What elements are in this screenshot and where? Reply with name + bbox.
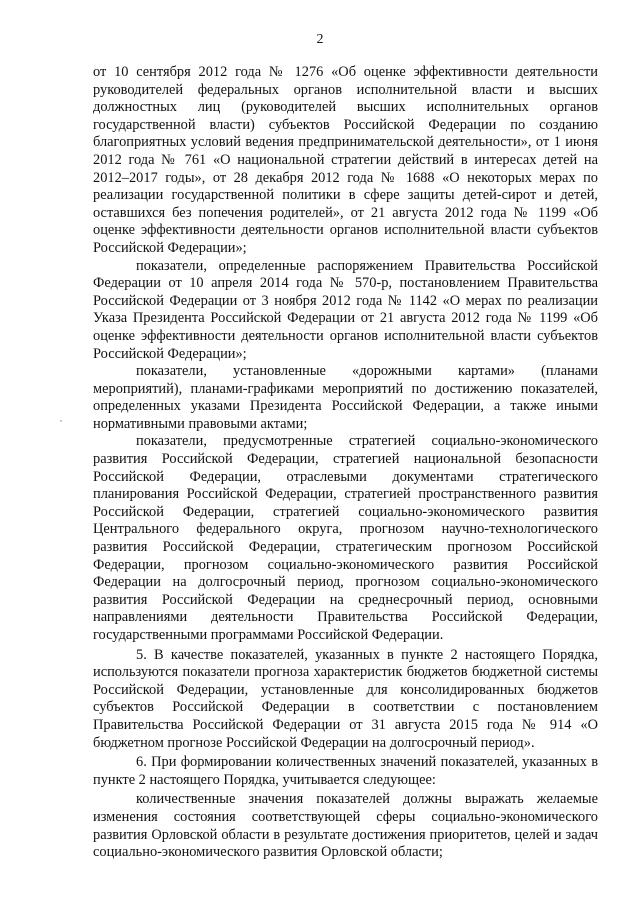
paragraph-quantitative-values: количественные значения показателей должны выражать желаемые изменения состояния соответствующей сферы социально-экономического развития Орловской области в результате достижения приоритетов, целей и задач социально-экономического развития Орловской области; (93, 791, 598, 861)
paragraph-indicators-government-decree: показатели, определенные распоряжением Правительства Российской Федерации от 10 апреля 2014 года № 570-р, постановлением Правительства Российской Федерации от 3 ноября 2012 года № 1142 «О мерах по реализации Указа Президента Российской Федерации от 21 августа 2012 года № 1199 «Об оценке эффективности деятельности органов исполнительной власти субъектов Российской Федерации»; (93, 257, 598, 362)
page-number: 2 (316, 32, 324, 47)
paragraph-item-5: 5. В качестве показателей, указанных в пункте 2 настоящего Порядка, используются показатели прогноза характеристик бюджетов бюджетной системы Российской Федерации, установленные для консолидированных бюджетов субъектов Российской Федерации в соответствии с постановлением Правительства Российской Федерации от 31 августа 2015 года № 914 «О бюджетном прогнозе Российской Федерации на долгосрочный период». (93, 646, 598, 751)
scan-artifact-dot (60, 420, 62, 422)
paragraph-indicators-roadmaps: показатели, установленные «дорожными картами» (планами мероприятий), планами-графиками мероприятий по достижению показателей, определенных указами Президента Российской Федерации, а также иными нормативными правовыми актами; (93, 363, 598, 432)
paragraph-item-6: 6. При формировании количественных значений показателей, указанных в пункте 2 настоящего Порядка, учитывается следующее: (93, 754, 598, 788)
paragraph-continuation: от 10 сентября 2012 года № 1276 «Об оценке эффективности деятельности руководителей федеральных органов исполнительной власти и высших должностных лиц (руководителей высших исполнительных органов государственной власти) субъектов Российской Федерации по созданию благоприятных условий ведения предпринимательской деятельности», от 1 июня 2012 года № 761 «О национальной стратегии действий в интересах детей на 2012–2017 годы», от 28 декабря 2012 года № 1688 «О некоторых мерах по реализации государственной политики в сфере защиты детей-сирот и детей, оставшихся без попечения родителей», от 21 августа 2012 года № 1199 «Об оценке эффективности деятельности органов исполнительной власти субъектов Российской Федерации»; (93, 64, 598, 256)
document-body (93, 64, 598, 862)
paragraph-indicators-strategy: показатели, предусмотренные стратегией социально-экономического развития Российской Федерации, стратегией национальной безопасности Российской Федерации, отраслевыми документами стратегического планирования Российской Федерации, стратегией пространственного развития Российской Федерации, стратегией социально-экономического развития Центрального федерального округа, прогнозом научно-технологического развития Российской Федерации, стратегическим прогнозом Российской Федерации, прогнозом социально-экономического развития Российской Федерации на долгосрочный период, прогнозом социально-экономического развития Российской Федерации на среднесрочный период, основными направлениями деятельности Правительства Российской Федерации, государственными программами Российской Федерации. (93, 433, 598, 643)
